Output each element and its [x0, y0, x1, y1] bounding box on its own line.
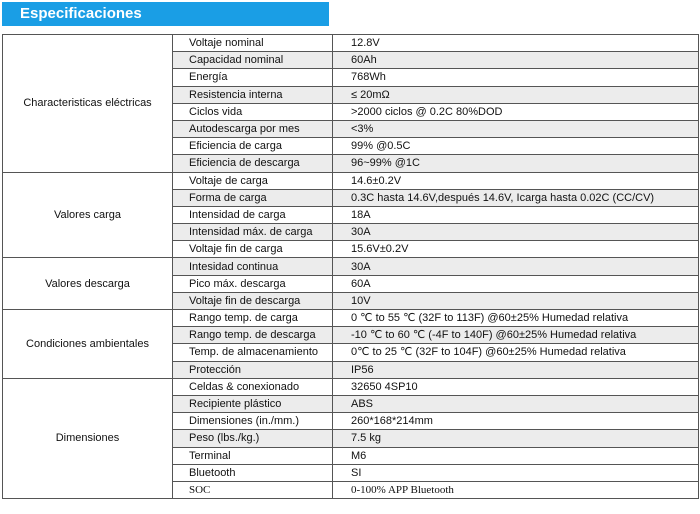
spec-label: Dimensiones (in./mm.)	[173, 413, 333, 430]
spec-label: Rango temp. de carga	[173, 310, 333, 327]
spec-value: 32650 4SP10	[333, 378, 699, 395]
spec-label: Pico máx. descarga	[173, 275, 333, 292]
spec-value: ≤ 20mΩ	[333, 86, 699, 103]
spec-label: Voltaje nominal	[173, 35, 333, 52]
spec-label: Capacidad nominal	[173, 52, 333, 69]
spec-row	[3, 35, 699, 52]
spec-row	[3, 258, 699, 275]
section-title: Especificaciones	[20, 5, 142, 22]
spec-label: Forma de carga	[173, 189, 333, 206]
spec-value: 60A	[333, 275, 699, 292]
spec-label: Eficiencia de descarga	[173, 155, 333, 172]
spec-value: 10V	[333, 292, 699, 309]
spec-label: Energía	[173, 69, 333, 86]
spec-group-name: Valores descarga	[3, 258, 173, 310]
spec-value: 0 ℃ to 55 ℃ (32F to 113F) @60±25% Humedad relativa	[333, 310, 699, 327]
spec-label: Autodescarga por mes	[173, 120, 333, 137]
section-header	[2, 2, 329, 26]
spec-value: 0℃ to 25 ℃ (32F to 104F) @60±25% Humedad relativa	[333, 344, 699, 361]
spec-value: 18A	[333, 206, 699, 223]
spec-value: 60Ah	[333, 52, 699, 69]
spec-value: 768Wh	[333, 69, 699, 86]
spec-value: -10 ℃ to 60 ℃ (-4F to 140F) @60±25% Humedad relativa	[333, 327, 699, 344]
spec-label: Voltaje fin de descarga	[173, 292, 333, 309]
spec-value: 0.3C hasta 14.6V,después 14.6V, Icarga hasta 0.02C (CC/CV)	[333, 189, 699, 206]
spec-label: Bluetooth	[173, 464, 333, 481]
spec-value: 30A	[333, 224, 699, 241]
spec-value: 7.5 kg	[333, 430, 699, 447]
spec-value: SI	[333, 464, 699, 481]
spec-label: Intensidad de carga	[173, 206, 333, 223]
spec-value: 96~99% @1C	[333, 155, 699, 172]
spec-label: Resistencia interna	[173, 86, 333, 103]
spec-value: 30A	[333, 258, 699, 275]
spec-group-name: Valores carga	[3, 172, 173, 258]
spec-label: Intesidad continua	[173, 258, 333, 275]
spec-value: IP56	[333, 361, 699, 378]
spec-label: Intensidad máx. de carga	[173, 224, 333, 241]
spec-label: Celdas & conexionado	[173, 378, 333, 395]
spec-label: Terminal	[173, 447, 333, 464]
spec-value: ABS	[333, 395, 699, 412]
spec-table-body	[3, 35, 699, 499]
spec-value: 99% @0.5C	[333, 138, 699, 155]
spec-row	[3, 172, 699, 189]
spec-label: Recipiente plástico	[173, 395, 333, 412]
spec-group-name: Condiciones ambientales	[3, 310, 173, 379]
spec-value: 260*168*214mm	[333, 413, 699, 430]
spec-label: Protección	[173, 361, 333, 378]
spec-group-name: Dimensiones	[3, 378, 173, 498]
spec-value: 12.8V	[333, 35, 699, 52]
spec-label: Voltaje fin de carga	[173, 241, 333, 258]
spec-label: Rango temp. de descarga	[173, 327, 333, 344]
spec-value: 15.6V±0.2V	[333, 241, 699, 258]
spec-label: Voltaje de carga	[173, 172, 333, 189]
spec-group-name: Characteristicas eléctricas	[3, 35, 173, 173]
spec-value: 14.6±0.2V	[333, 172, 699, 189]
spec-label: Temp. de almacenamiento	[173, 344, 333, 361]
spec-label: Ciclos vida	[173, 103, 333, 120]
spec-label: Peso (lbs./kg.)	[173, 430, 333, 447]
spec-table	[2, 34, 699, 499]
spec-value: M6	[333, 447, 699, 464]
spec-label: SOC	[173, 481, 333, 498]
spec-row	[3, 310, 699, 327]
spec-label: Eficiencia de carga	[173, 138, 333, 155]
spec-value: <3%	[333, 120, 699, 137]
spec-row	[3, 378, 699, 395]
spec-value: >2000 ciclos @ 0.2C 80%DOD	[333, 103, 699, 120]
spec-value: 0-100% APP Bluetooth	[333, 481, 699, 498]
